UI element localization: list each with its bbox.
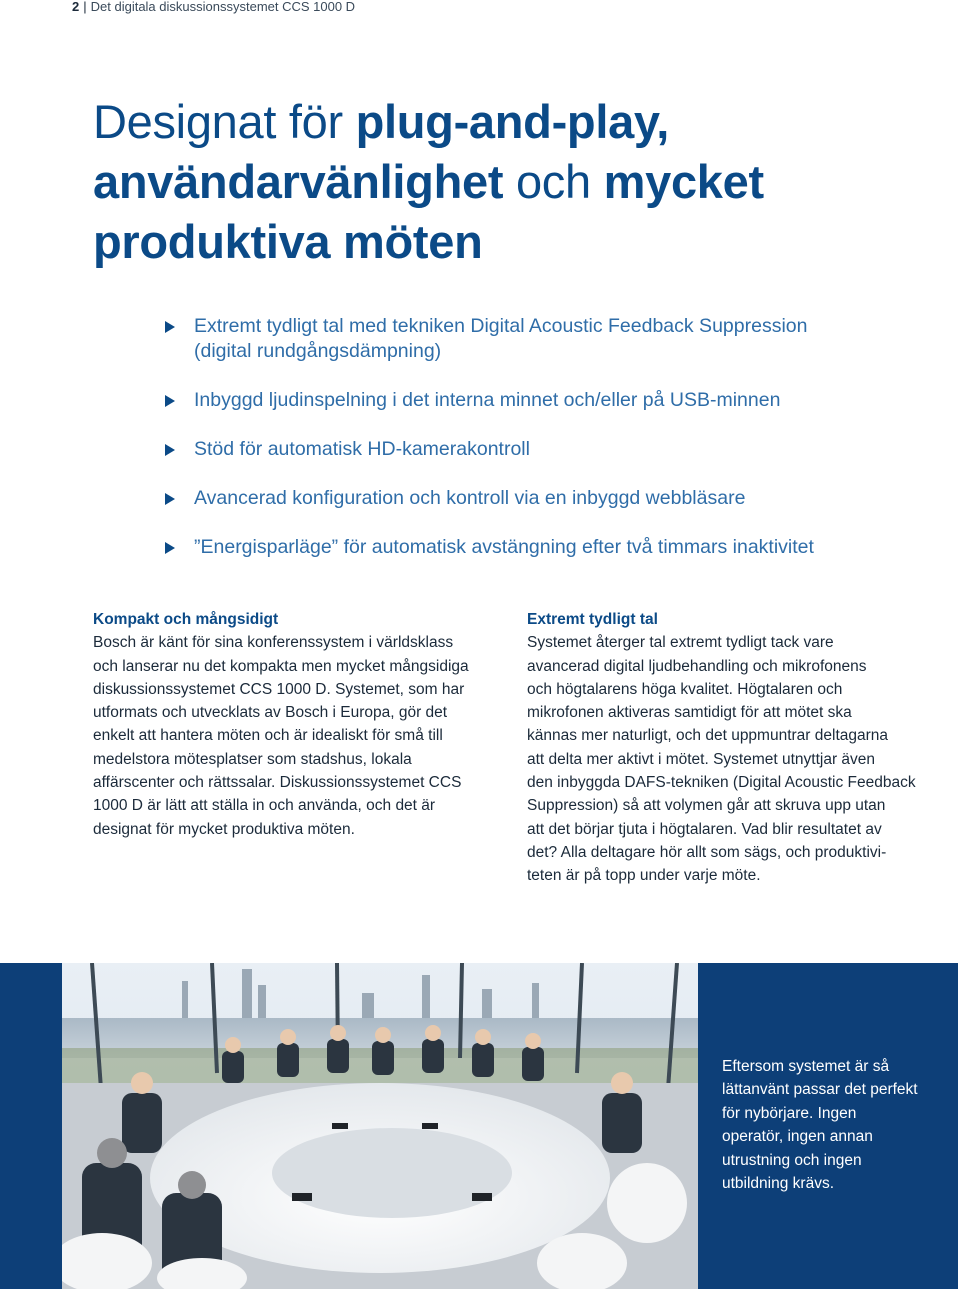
quote-line: utrustning och ingen bbox=[722, 1151, 862, 1169]
body-line: utformats och utvecklats av Bosch i Europa, gör det bbox=[93, 704, 448, 722]
quote-line: lättanvänt passar det perfekt bbox=[722, 1081, 918, 1099]
triangle-bullet-icon bbox=[165, 321, 175, 333]
right-column-body bbox=[527, 631, 939, 887]
triangle-bullet-icon bbox=[165, 395, 175, 407]
header-title: Det digitala diskussionssystemet CCS 1000 D bbox=[90, 0, 356, 14]
body-line: Bosch är känt för sina konferenssystem i världsklass bbox=[93, 634, 454, 652]
title-line3-bold: produktiva möten bbox=[93, 215, 483, 268]
body-line: kännas mer naturligt, och det uppmuntrar deltagarna bbox=[527, 727, 889, 745]
title-line1-regular: Designat för bbox=[93, 95, 356, 148]
body-line: 1000 D är lätt att ställa in och använda, och det är bbox=[93, 797, 436, 815]
title-line1-bold: plug-and-play, bbox=[355, 95, 670, 148]
body-line: och högtalarens höga kvalitet. Högtalaren och bbox=[527, 680, 843, 698]
triangle-bullet-icon bbox=[165, 493, 175, 505]
highlight-quote bbox=[722, 1055, 937, 1195]
body-line: designat för mycket produktiva möten. bbox=[93, 820, 355, 838]
title-line2-bold: användarvänlighet bbox=[93, 155, 504, 208]
conference-room-illustration bbox=[62, 963, 698, 1289]
page-number: 2 bbox=[72, 0, 80, 14]
quote-line: för nybörjare. Ingen bbox=[722, 1104, 857, 1122]
page-header bbox=[72, 0, 355, 14]
conference-photo bbox=[62, 963, 698, 1289]
right-column bbox=[527, 608, 939, 888]
feature-text-line1: Stöd för automatisk HD-kamerakontroll bbox=[194, 438, 530, 460]
body-line: avancerad digital ljudbehandling och mikrofonens bbox=[527, 657, 867, 675]
body-line: enkelt att hantera möten och är idealiskt för små till bbox=[93, 727, 443, 745]
feature-text-line1: Inbyggd ljudinspelning i det interna minnet och/eller på USB-minnen bbox=[194, 389, 781, 411]
feature-item bbox=[163, 486, 923, 511]
body-line: att delta mer aktivt i mötet. Systemet utnyttjar även bbox=[527, 750, 876, 768]
body-line: medelstora mötesplatser som stadshus, lokala bbox=[93, 750, 412, 768]
feature-item bbox=[163, 314, 923, 364]
header-separator: | bbox=[83, 0, 87, 14]
body-line: Suppression) så att volymen går att skruva upp utan bbox=[527, 797, 886, 815]
body-line: affärscenter och rättssalar. Diskussionssystemet CCS bbox=[93, 774, 462, 792]
left-column bbox=[93, 608, 505, 841]
quote-line: Eftersom systemet är så bbox=[722, 1058, 890, 1075]
left-column-body bbox=[93, 631, 505, 841]
left-column-heading: Kompakt och mångsidigt bbox=[93, 611, 279, 628]
feature-item bbox=[163, 535, 923, 560]
body-line: Systemet återger tal extremt tydligt tack vare bbox=[527, 634, 834, 652]
body-line: att det börjar tjuta i högtalaren. Vad blir resultatet av bbox=[527, 820, 882, 838]
feature-text-line1: Extremt tydligt tal med tekniken Digital Acoustic Feedback Suppression bbox=[194, 315, 808, 337]
triangle-bullet-icon bbox=[165, 444, 175, 456]
body-line: den inbyggda DAFS-tekniken (Digital Acoustic Feedback bbox=[527, 774, 916, 792]
body-line: och lanserar nu det kompakta men mycket mångsidiga bbox=[93, 657, 469, 675]
quote-line: utbildning krävs. bbox=[722, 1175, 835, 1193]
feature-item bbox=[163, 388, 923, 413]
feature-list bbox=[163, 314, 923, 560]
triangle-bullet-icon bbox=[165, 542, 175, 554]
title-line2-bold2: mycket bbox=[603, 155, 764, 208]
feature-item bbox=[163, 437, 923, 462]
right-column-heading: Extremt tydligt tal bbox=[527, 611, 658, 628]
quote-line: operatör, ingen annan bbox=[722, 1128, 873, 1146]
body-line: mikrofonen aktiveras samtidigt för att mötet ska bbox=[527, 704, 852, 722]
page-title bbox=[93, 92, 893, 272]
feature-text-line1: Avancerad konfiguration och kontroll via en inbyggd webbläsare bbox=[194, 487, 746, 509]
body-line: det? Alla deltagare hör allt som sägs, och produktivi- bbox=[527, 843, 887, 861]
body-line: teten är på topp under varje möte. bbox=[527, 867, 761, 885]
title-line2-regular: och bbox=[503, 155, 604, 208]
body-line: diskussionssystemet CCS 1000 D. Systemet, som har bbox=[93, 680, 465, 698]
feature-text-line1: ”Energisparläge” för automatisk avstängning efter två timmars inaktivitet bbox=[194, 536, 814, 558]
feature-text-line2: (digital rundgångsdämpning) bbox=[194, 340, 442, 362]
